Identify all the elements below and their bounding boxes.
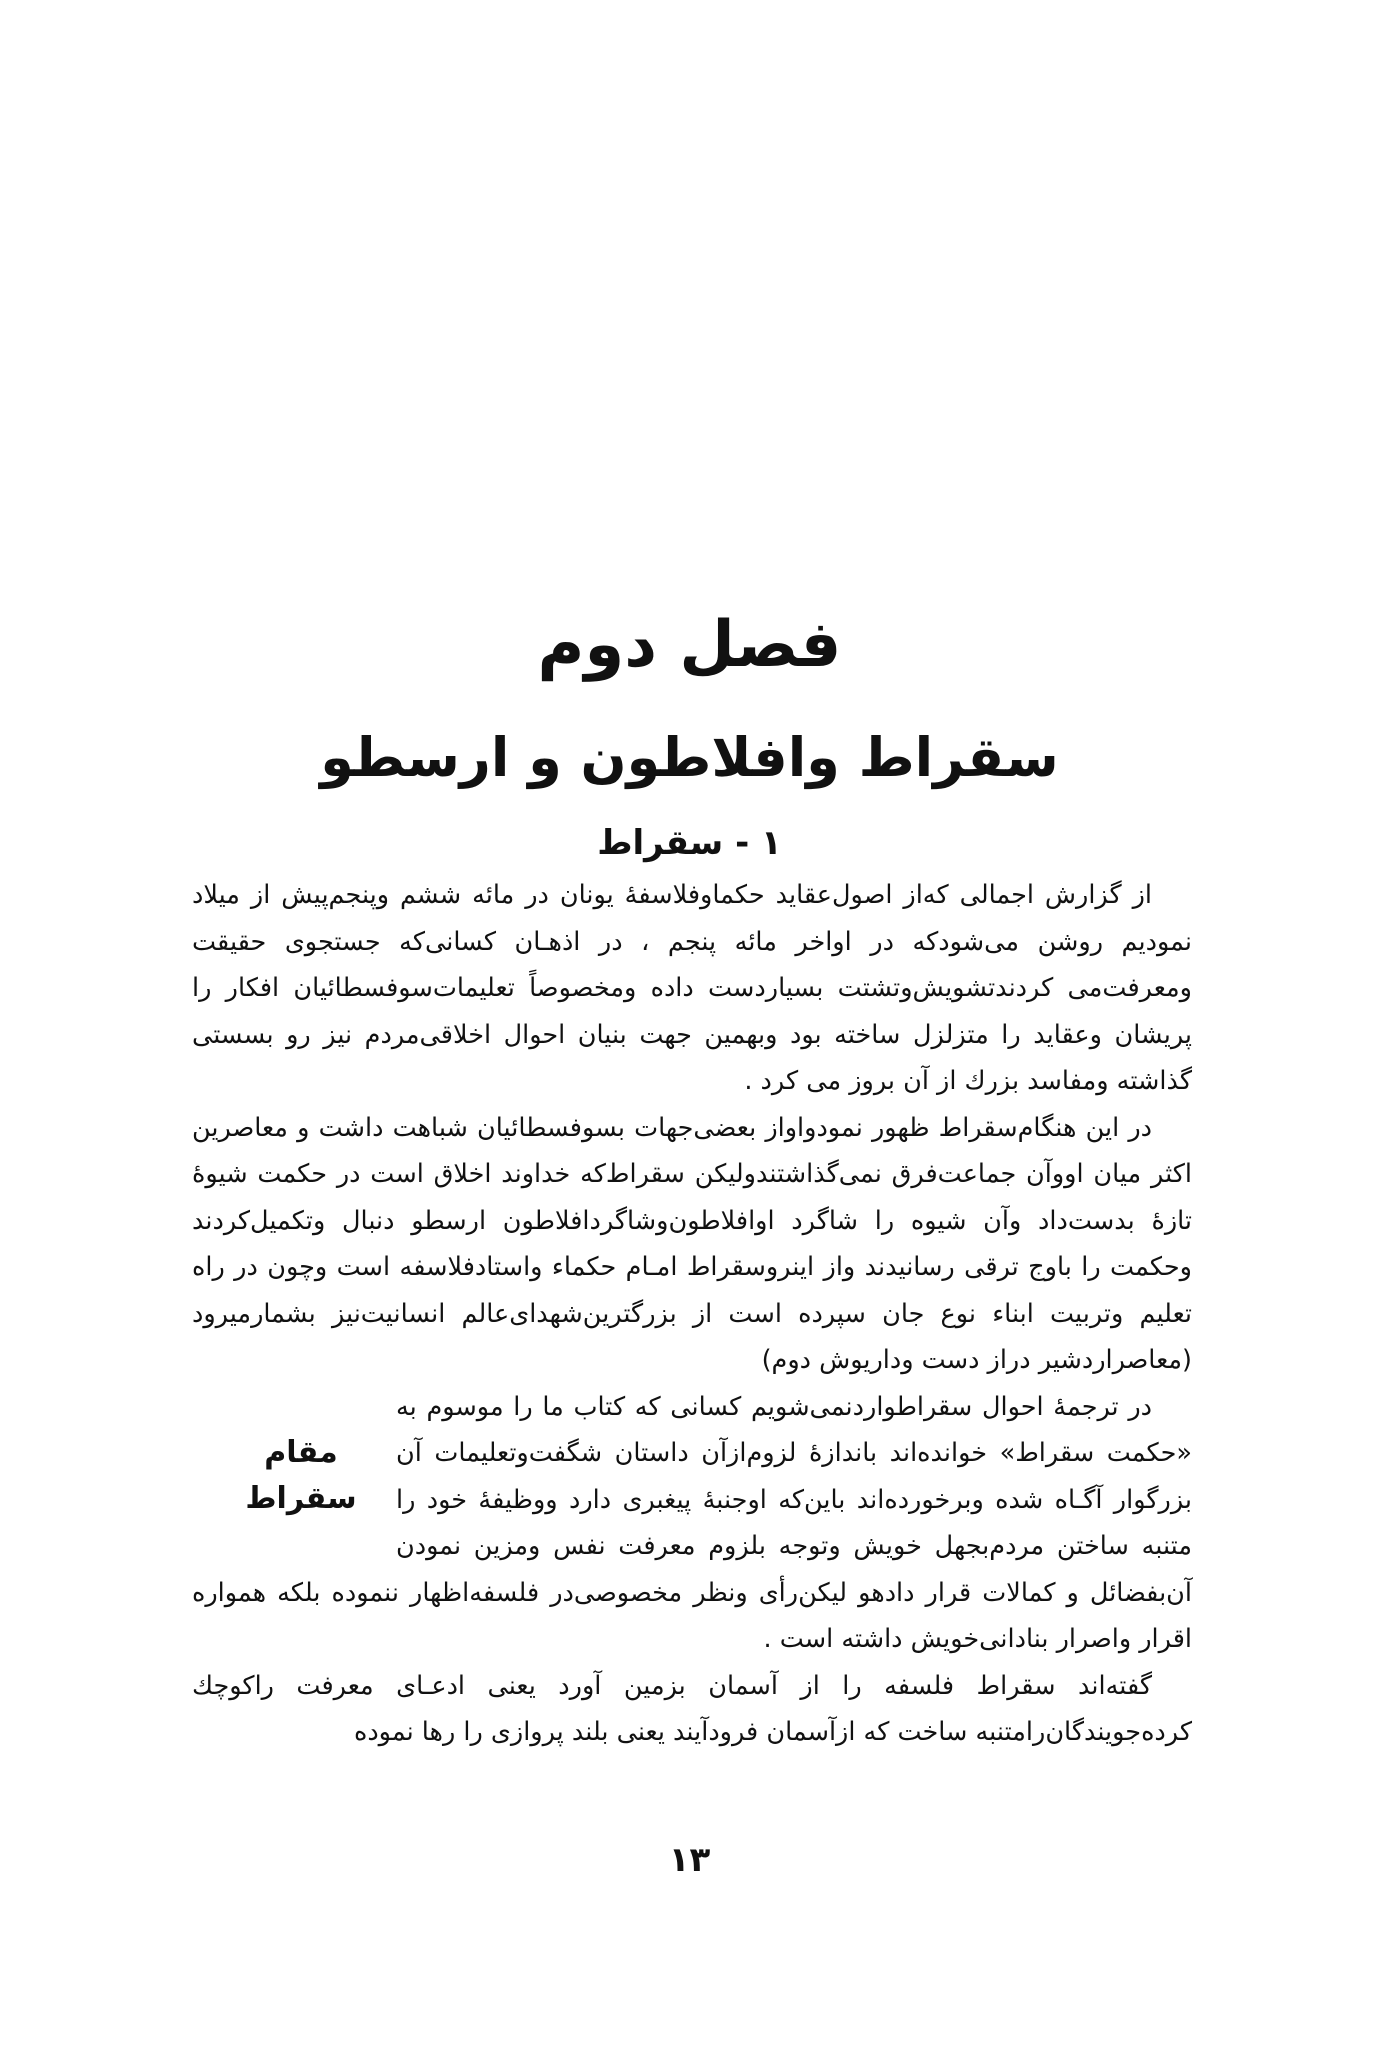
body-text	[192, 872, 1192, 1756]
paragraph: در این هنگام‌سقراط ظهور نمودواواز بعضی‌جهات بسوفسطائیان شباهت داشت و معاصرین اکثر میان اووآن جماعت‌فرق نمی‌گذاشتندولیکن سقراط‌که خداوند اخلاق است در حکمت شیوهٔ تازهٔ بدست‌داد وآن شیوه را شاگرد اوافلاطون‌وشاگردافلاطون ارسطو دنبال وتکمیل‌کردند وحکمت را باوج ترقی رسانیدند واز اینروسقراط امـام حکماء واستادفلاسفه است وچون در راه تعلیم وتربیت ابناء نوع جان سپرده است از بزرگترین‌شهدای‌عالم انسانیت‌نیز بشمارمیرود (معاصراردشیر دراز دست وداریوش دوم)	[192, 1112, 1192, 1375]
section-heading: ۱ - سقراط	[597, 823, 782, 863]
paragraph: در ترجمهٔ احوال سقراطواردنمی‌شویم کسانی که کتاب ما را موسوم به «حکمت سقراط» خوانده‌اند باندازهٔ لزوم‌ازآن داستان شگفت‌وتعلیمات آن بزرگوار آگـاه شده وبرخورده‌اند باین‌که اوجنبهٔ پیغبری دارد ووظیفهٔ خود را متنبه ساختن مردم‌بجهل خویش وتوجه بلزوم معرفت نفس ومزین نمودن آن‌بفضائل و کمالات قرار دادهو لیکن‌رأی ونظر مخصوصی‌در فلسفه‌اظهار ننموده بلکه همواره اقرار واصرار بنادانی‌خویش داشته است .	[192, 1391, 1192, 1654]
paragraph: گفته‌اند سقراط فلسفه را از آسمان بزمین آورد یعنی ادعـای معرفت راکوچك کرده‌جویندگان‌رامتنبه ساخت که ازآسمان فرودآیند یعنی بلند پروازی را رها نموده	[192, 1670, 1192, 1747]
page-number: ۱۳	[668, 1840, 711, 1880]
margin-note: مقام سقراط	[245, 1434, 357, 1516]
chapter-subtitle: سقراط وافلاطون و ارسطو	[320, 726, 1059, 789]
paragraph: از گزارش اجمالی که‌از اصول‌عقاید حکماوفلاسفهٔ یونان در مائه ششم وپنجم‌پیش از میلاد نمودیم روشن می‌شودکه در اواخر مائه پنجم ، در اذهـان کسانی‌که جستجوی حقیقت ومعرفت‌می کردندتشویش‌وتشتت بسیاردست داده ومخصوصاً تعلیمات‌سوفسطائیان افکار را پریشان وعقاید را متزلزل ساخته بود وبهمین جهت بنیان احوال اخلاقی‌مردم نیز رو بسستی گذاشته ومفاسد بزرك از آن بروز می کرد .	[192, 880, 1192, 1096]
chapter-title: فصل دوم	[537, 608, 842, 682]
